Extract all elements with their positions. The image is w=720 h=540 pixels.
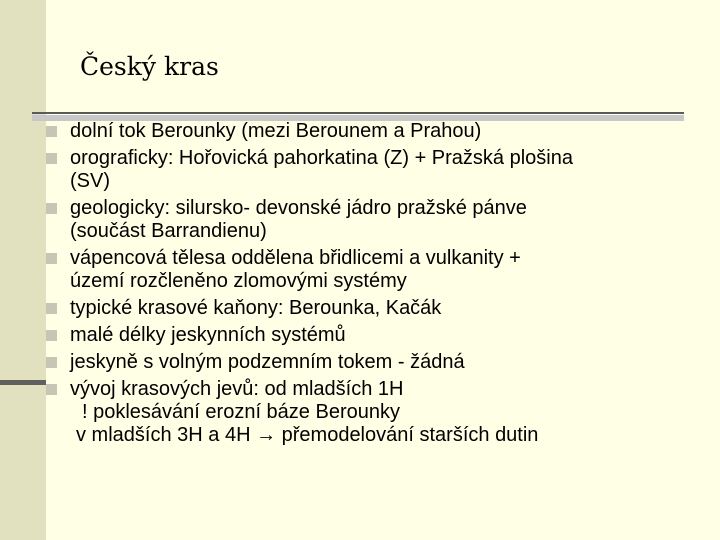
bullet-square-icon	[46, 330, 57, 341]
bullet-square-icon	[46, 303, 57, 314]
slide-content	[46, 120, 686, 451]
bullet-square-icon	[46, 126, 57, 137]
bullet-square-icon	[46, 253, 57, 264]
bullet-text: dolní tok Berounky (mezi Berounem a Prahou)	[70, 120, 482, 142]
bullet-item-7	[46, 351, 686, 374]
bullet-item-4	[46, 247, 686, 293]
bullet-square-icon	[46, 357, 57, 368]
bullet-item-3	[46, 197, 686, 243]
bullet-text: vývoj krasových jevů: od mladších 1H	[70, 378, 404, 400]
continuation-line-1: ! poklesávání erozní báze Berounky	[82, 401, 400, 423]
bullet-text-continued: (SV)	[70, 170, 110, 192]
slide-title: Český kras	[80, 52, 219, 81]
bullet-text-continued: území rozčleněno zlomovými systémy	[70, 270, 407, 292]
bullet-text: orograficky: Hořovická pahorkatina (Z) + Pražská plošina	[70, 147, 573, 169]
bullet-text: vápencová tělesa oddělena břidlicemi a vulkanity +	[70, 247, 521, 269]
continuation-line-2: v mladších 3H a 4H → přemodelování starších dutin	[76, 424, 539, 446]
title-rule-dark	[32, 112, 684, 114]
bullet-text: geologicky: silursko- devonské jádro pražské pánve	[70, 197, 527, 219]
bullet-text: malé délky jeskynních systémů	[70, 324, 346, 346]
bullet-text: typické krasové kaňony: Berounka, Kačák	[70, 297, 442, 319]
bullet-item-5	[46, 297, 686, 320]
side-band-marker	[0, 380, 46, 385]
bullet-square-icon	[46, 384, 57, 395]
bullet-text: jeskyně s volným podzemním tokem - žádná	[70, 351, 465, 373]
bullet-item-2	[46, 147, 686, 193]
side-band	[0, 0, 46, 540]
bullet-text-continued: (součást Barrandienu)	[70, 220, 267, 242]
bullet-item-6	[46, 324, 686, 347]
bullet-square-icon	[46, 203, 57, 214]
bullet-item-1	[46, 120, 686, 143]
bullet-item-8	[46, 378, 686, 447]
bullet-square-icon	[46, 153, 57, 164]
